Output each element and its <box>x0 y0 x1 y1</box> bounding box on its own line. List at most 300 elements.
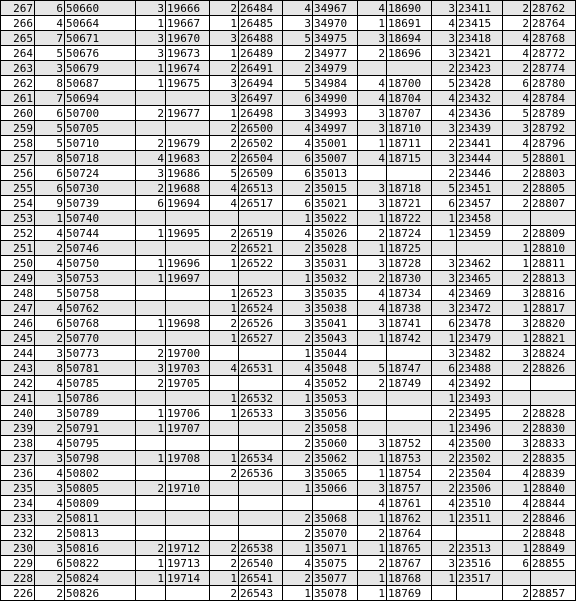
table-cell: 3 <box>35 541 65 556</box>
table-cell: 34990 <box>313 91 358 106</box>
table-cell: 2 <box>358 271 387 286</box>
table-cell <box>358 421 387 436</box>
table-cell: 3 <box>136 1 166 16</box>
table-cell: 50664 <box>65 16 136 31</box>
table-cell: 242 <box>1 376 35 391</box>
table-cell: 266 <box>1 16 35 31</box>
table-cell: 1 <box>136 256 166 271</box>
table-cell: 26533 <box>239 406 283 421</box>
table-cell: 2 <box>283 436 313 451</box>
table-cell: 3 <box>35 61 65 76</box>
table-cell: 18754 <box>387 466 432 481</box>
table-cell: 3 <box>358 316 387 331</box>
table-cell: 2 <box>503 271 531 286</box>
table-cell <box>387 421 432 436</box>
table-cell: 19673 <box>166 46 210 61</box>
table-cell: 34997 <box>313 121 358 136</box>
table-cell: 28768 <box>531 31 576 46</box>
table-cell: 2 <box>503 166 531 181</box>
table-cell: 3 <box>136 166 166 181</box>
table-cell: 23513 <box>457 541 503 556</box>
table-row <box>1 166 576 181</box>
table-cell: 50718 <box>65 151 136 166</box>
table-cell: 18700 <box>387 76 432 91</box>
table-cell: 2 <box>358 376 387 391</box>
table-cell: 35052 <box>313 376 358 391</box>
table-cell <box>210 481 239 496</box>
table-cell: 28813 <box>531 271 576 286</box>
table-cell: 23516 <box>457 556 503 571</box>
table-cell: 28844 <box>531 496 576 511</box>
table-cell: 247 <box>1 301 35 316</box>
table-cell: 3 <box>358 121 387 136</box>
table-cell: 2 <box>503 61 531 76</box>
table-cell: 7 <box>35 91 65 106</box>
table-cell: 26519 <box>239 226 283 241</box>
table-cell: 4 <box>503 31 531 46</box>
table-cell: 1 <box>358 451 387 466</box>
table-cell: 19698 <box>166 316 210 331</box>
table-cell: 28840 <box>531 481 576 496</box>
table-cell <box>239 211 283 226</box>
table-cell: 35032 <box>313 271 358 286</box>
table-cell: 35022 <box>313 211 358 226</box>
table-cell: 2 <box>432 136 457 151</box>
table-cell: 2 <box>503 526 531 541</box>
table-cell: 2 <box>283 61 313 76</box>
table-cell: 2 <box>283 181 313 196</box>
table-cell: 5 <box>432 181 457 196</box>
table-cell: 9 <box>35 196 65 211</box>
table-cell: 1 <box>210 106 239 121</box>
table-cell: 1 <box>136 421 166 436</box>
table-cell: 23462 <box>457 256 503 271</box>
table-cell: 35058 <box>313 421 358 436</box>
table-cell: 19688 <box>166 181 210 196</box>
table-row <box>1 301 576 316</box>
table-cell: 35041 <box>313 316 358 331</box>
table-cell: 259 <box>1 121 35 136</box>
table-cell: 1 <box>136 316 166 331</box>
table-cell: 1 <box>432 331 457 346</box>
table-cell <box>503 391 531 406</box>
table-cell: 19679 <box>166 136 210 151</box>
table-cell: 2 <box>503 196 531 211</box>
table-cell: 18690 <box>387 1 432 16</box>
table-cell: 23506 <box>457 481 503 496</box>
table-cell <box>531 211 576 226</box>
table-cell: 18710 <box>387 121 432 136</box>
table-cell: 50809 <box>65 496 136 511</box>
table-cell: 4 <box>432 106 457 121</box>
table-cell: 50773 <box>65 346 136 361</box>
table-cell: 19697 <box>166 271 210 286</box>
table-cell: 34970 <box>313 16 358 31</box>
table-cell: 35060 <box>313 436 358 451</box>
table-cell: 2 <box>136 376 166 391</box>
table-cell: 28805 <box>531 181 576 196</box>
table-cell: 23428 <box>457 76 503 91</box>
table-cell: 50789 <box>65 406 136 421</box>
table-cell: 26538 <box>239 541 283 556</box>
table-cell: 50676 <box>65 46 136 61</box>
table-cell <box>166 391 210 406</box>
table-cell: 23517 <box>457 571 503 586</box>
table-cell: 18730 <box>387 271 432 286</box>
table-row <box>1 91 576 106</box>
table-cell: 3 <box>358 481 387 496</box>
table-cell: 235 <box>1 481 35 496</box>
table-cell: 6 <box>432 196 457 211</box>
table-cell: 28809 <box>531 226 576 241</box>
table-cell: 19713 <box>166 556 210 571</box>
table-cell: 3 <box>35 271 65 286</box>
table-cell: 50805 <box>65 481 136 496</box>
table-cell: 3 <box>432 31 457 46</box>
table-cell: 50753 <box>65 271 136 286</box>
table-cell: 1 <box>35 211 65 226</box>
table-cell <box>503 571 531 586</box>
table-cell: 19712 <box>166 541 210 556</box>
table-cell: 2 <box>503 181 531 196</box>
table-cell <box>210 511 239 526</box>
table-cell: 18757 <box>387 481 432 496</box>
table-cell: 2 <box>136 481 166 496</box>
table-cell <box>387 166 432 181</box>
table-cell: 2 <box>210 241 239 256</box>
table-cell: 23441 <box>457 136 503 151</box>
table-cell <box>239 436 283 451</box>
table-cell: 28801 <box>531 151 576 166</box>
table-cell: 4 <box>358 301 387 316</box>
table-cell: 23472 <box>457 301 503 316</box>
table-cell: 1 <box>283 481 313 496</box>
table-cell: 5 <box>35 121 65 136</box>
table-cell: 4 <box>503 496 531 511</box>
table-cell: 252 <box>1 226 35 241</box>
table-cell: 28820 <box>531 316 576 331</box>
table-cell: 2 <box>503 16 531 31</box>
table-cell: 4 <box>358 76 387 91</box>
table-cell <box>503 376 531 391</box>
table-cell: 1 <box>283 391 313 406</box>
table-cell: 2 <box>503 451 531 466</box>
table-cell: 3 <box>432 271 457 286</box>
table-cell: 260 <box>1 106 35 121</box>
table-cell: 5 <box>432 76 457 91</box>
table-cell: 253 <box>1 211 35 226</box>
table-cell: 2 <box>358 556 387 571</box>
table-cell: 26488 <box>239 31 283 46</box>
table-cell: 26513 <box>239 181 283 196</box>
table-cell: 35013 <box>313 166 358 181</box>
table-cell <box>136 121 166 136</box>
table-cell: 1 <box>358 511 387 526</box>
table-cell: 2 <box>283 46 313 61</box>
table-cell: 233 <box>1 511 35 526</box>
table-cell: 19667 <box>166 16 210 31</box>
table-cell: 1 <box>358 241 387 256</box>
table-cell <box>166 286 210 301</box>
table-cell: 35075 <box>313 556 358 571</box>
table-cell: 1 <box>136 271 166 286</box>
table-cell <box>136 586 166 601</box>
table-cell <box>166 526 210 541</box>
table-cell <box>387 61 432 76</box>
table-cell: 50785 <box>65 376 136 391</box>
table-cell: 3 <box>432 46 457 61</box>
table-cell: 50739 <box>65 196 136 211</box>
table-cell: 3 <box>35 346 65 361</box>
table-cell <box>358 61 387 76</box>
table-cell: 2 <box>283 421 313 436</box>
table-cell: 1 <box>283 346 313 361</box>
table-cell <box>239 346 283 361</box>
table-cell: 2 <box>35 571 65 586</box>
table-cell: 28816 <box>531 286 576 301</box>
table-cell: 26534 <box>239 451 283 466</box>
table-cell: 26531 <box>239 361 283 376</box>
table-cell: 18724 <box>387 226 432 241</box>
table-cell: 1 <box>283 271 313 286</box>
table-cell: 18749 <box>387 376 432 391</box>
table-cell: 23415 <box>457 16 503 31</box>
table-cell: 1 <box>503 541 531 556</box>
table-cell: 4 <box>210 181 239 196</box>
table-cell: 50758 <box>65 286 136 301</box>
table-cell: 1 <box>210 256 239 271</box>
table-cell <box>531 571 576 586</box>
table-cell: 230 <box>1 541 35 556</box>
table-cell <box>239 376 283 391</box>
table-cell: 3 <box>283 301 313 316</box>
table-cell: 2 <box>503 361 531 376</box>
table-cell: 4 <box>283 361 313 376</box>
table-cell: 18725 <box>387 241 432 256</box>
table-cell: 2 <box>136 106 166 121</box>
table-cell: 3 <box>432 121 457 136</box>
table-cell: 1 <box>136 451 166 466</box>
table-row <box>1 226 576 241</box>
table-cell: 26526 <box>239 316 283 331</box>
table-cell: 262 <box>1 76 35 91</box>
table-cell: 23421 <box>457 46 503 61</box>
table-cell: 7 <box>35 31 65 46</box>
table-cell: 3 <box>432 151 457 166</box>
table-cell: 50724 <box>65 166 136 181</box>
table-row <box>1 46 576 61</box>
table-cell: 1 <box>283 541 313 556</box>
table-cell: 3 <box>210 76 239 91</box>
table-cell: 26484 <box>239 1 283 16</box>
table-cell: 1 <box>432 421 457 436</box>
table-cell: 1 <box>283 586 313 601</box>
table-cell: 1 <box>136 16 166 31</box>
table-cell: 1 <box>503 256 531 271</box>
table-cell: 50679 <box>65 61 136 76</box>
table-row <box>1 406 576 421</box>
table-cell <box>210 421 239 436</box>
table-cell: 2 <box>210 61 239 76</box>
table-cell: 2 <box>35 586 65 601</box>
table-cell: 245 <box>1 331 35 346</box>
table-cell: 1 <box>210 571 239 586</box>
table-cell: 19708 <box>166 451 210 466</box>
table-cell: 35077 <box>313 571 358 586</box>
table-row <box>1 556 576 571</box>
table-row <box>1 106 576 121</box>
table-cell: 1 <box>358 331 387 346</box>
table-cell: 1 <box>136 226 166 241</box>
table-cell: 4 <box>136 151 166 166</box>
table-row <box>1 256 576 271</box>
table-cell: 28764 <box>531 16 576 31</box>
table-cell: 50746 <box>65 241 136 256</box>
table-cell: 2 <box>432 166 457 181</box>
table-cell: 261 <box>1 91 35 106</box>
table-cell: 18718 <box>387 181 432 196</box>
table-cell: 3 <box>432 346 457 361</box>
table-cell: 26504 <box>239 151 283 166</box>
table-row <box>1 436 576 451</box>
table-cell: 18764 <box>387 526 432 541</box>
table-cell: 3 <box>503 316 531 331</box>
table-row <box>1 496 576 511</box>
table-cell: 26489 <box>239 46 283 61</box>
table-cell: 3 <box>283 316 313 331</box>
table-cell: 28780 <box>531 76 576 91</box>
table-cell: 50813 <box>65 526 136 541</box>
table-cell: 3 <box>35 406 65 421</box>
table-cell: 35070 <box>313 526 358 541</box>
table-cell: 23458 <box>457 211 503 226</box>
table-cell: 1 <box>136 406 166 421</box>
table-cell: 50781 <box>65 361 136 376</box>
table-cell: 1 <box>136 571 166 586</box>
table-cell: 23457 <box>457 196 503 211</box>
table-cell <box>136 496 166 511</box>
table-cell: 263 <box>1 61 35 76</box>
table-cell: 18696 <box>387 46 432 61</box>
table-cell: 26498 <box>239 106 283 121</box>
table-cell: 2 <box>136 346 166 361</box>
table-cell: 6 <box>35 316 65 331</box>
table-cell: 28839 <box>531 466 576 481</box>
table-cell: 23465 <box>457 271 503 286</box>
table-cell: 19705 <box>166 376 210 391</box>
table-cell <box>166 586 210 601</box>
table-cell: 1 <box>358 586 387 601</box>
table-cell: 1 <box>432 391 457 406</box>
table-cell <box>210 496 239 511</box>
table-cell: 50802 <box>65 466 136 481</box>
table-cell: 18694 <box>387 31 432 46</box>
table-cell: 1 <box>210 46 239 61</box>
table-cell: 23492 <box>457 376 503 391</box>
table-cell: 18728 <box>387 256 432 271</box>
table-cell: 1 <box>283 211 313 226</box>
table-cell: 28792 <box>531 121 576 136</box>
table-cell <box>166 496 210 511</box>
table-cell: 50826 <box>65 586 136 601</box>
table-cell: 28846 <box>531 511 576 526</box>
table-cell: 50710 <box>65 136 136 151</box>
table-cell: 28848 <box>531 526 576 541</box>
table-cell: 4 <box>432 436 457 451</box>
table-cell: 248 <box>1 286 35 301</box>
table-row <box>1 391 576 406</box>
table-cell: 3 <box>503 436 531 451</box>
table-cell: 3 <box>358 256 387 271</box>
table-cell: 1 <box>503 301 531 316</box>
table-cell: 3 <box>432 556 457 571</box>
table-cell: 23469 <box>457 286 503 301</box>
table-row <box>1 331 576 346</box>
table-cell: 28857 <box>531 586 576 601</box>
table-cell <box>210 436 239 451</box>
table-cell: 23504 <box>457 466 503 481</box>
table-cell: 2 <box>35 511 65 526</box>
table-cell: 18769 <box>387 586 432 601</box>
table-cell: 232 <box>1 526 35 541</box>
table-cell: 18767 <box>387 556 432 571</box>
table-cell: 2 <box>210 541 239 556</box>
table-cell: 18721 <box>387 196 432 211</box>
table-cell: 3 <box>210 91 239 106</box>
table-cell: 19677 <box>166 106 210 121</box>
table-cell: 1 <box>503 241 531 256</box>
table-cell: 35043 <box>313 331 358 346</box>
table-cell: 2 <box>210 316 239 331</box>
table-cell: 2 <box>35 331 65 346</box>
table-cell: 4 <box>503 136 531 151</box>
table-cell: 3 <box>136 361 166 376</box>
table-cell: 1 <box>210 301 239 316</box>
table-cell: 34993 <box>313 106 358 121</box>
table-cell: 18704 <box>387 91 432 106</box>
table-cell: 50816 <box>65 541 136 556</box>
table-cell: 26517 <box>239 196 283 211</box>
table-cell: 18691 <box>387 16 432 31</box>
table-cell: 28817 <box>531 301 576 316</box>
table-cell: 18738 <box>387 301 432 316</box>
table-cell: 18762 <box>387 511 432 526</box>
table-cell: 2 <box>503 586 531 601</box>
table-cell <box>166 511 210 526</box>
table-cell: 2 <box>358 226 387 241</box>
table-cell: 50811 <box>65 511 136 526</box>
table-cell: 50768 <box>65 316 136 331</box>
table-cell <box>136 286 166 301</box>
table-cell: 35048 <box>313 361 358 376</box>
table-cell: 35035 <box>313 286 358 301</box>
table-cell: 241 <box>1 391 35 406</box>
table-cell: 23493 <box>457 391 503 406</box>
table-cell: 5 <box>503 151 531 166</box>
table-cell: 2 <box>283 451 313 466</box>
table-cell: 4 <box>35 496 65 511</box>
table-cell: 35066 <box>313 481 358 496</box>
table-cell: 23451 <box>457 181 503 196</box>
table-cell: 2 <box>432 406 457 421</box>
table-cell: 6 <box>283 166 313 181</box>
table-cell: 18747 <box>387 361 432 376</box>
table-cell: 50795 <box>65 436 136 451</box>
table-cell: 4 <box>358 496 387 511</box>
table-row <box>1 211 576 226</box>
table-cell: 34984 <box>313 76 358 91</box>
table-cell: 3 <box>503 286 531 301</box>
